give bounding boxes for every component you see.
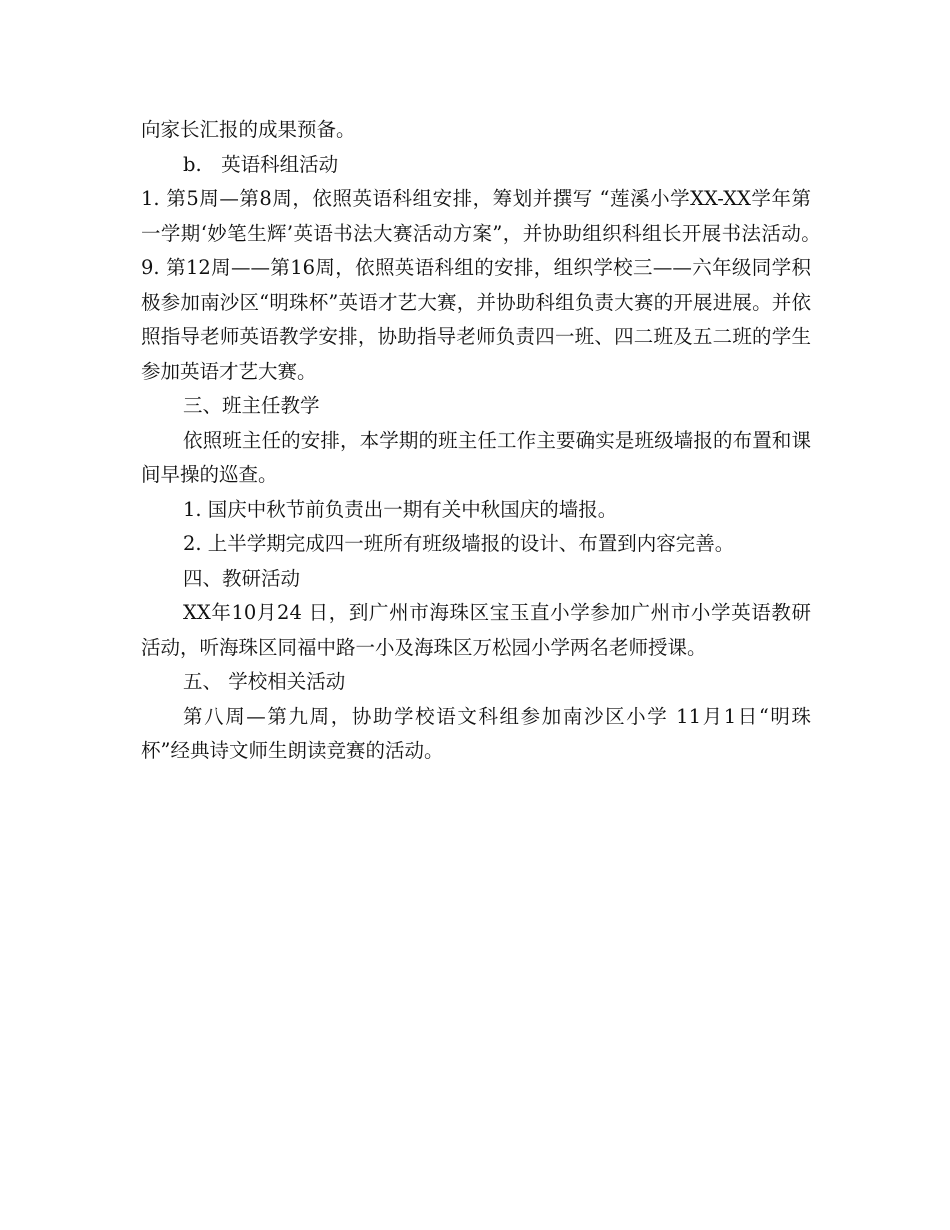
paragraph-english-activities: 1. 第5周—第8周，依照英语科组安排，筹划并撰写 “莲溪小学XX-XX学年第一学期‘妙笔生辉’英语书法大赛活动方案”，并协助组织科组长开展书法活动。 9. 第12周——第16周，依照英语科组的安排，组织学校三——六年级同学积极参加南沙区“明珠杯”英语才艺大赛，并协助科组负责大赛的开展进展。并依照指导老师英语教学安排，协助指导老师负责四一班、四二班及五二班的学生参加英语才艺大赛。	[141, 187, 870, 383]
paragraph-research: XX年10月24 日，到广州市海珠区宝玉直小学参加广州市小学英语教研活动，听海珠区同福中路一小及海珠区万松园小学两名老师授课。	[141, 601, 811, 659]
paragraph-class-teacher: 依照班主任的安排，本学期的班主任工作主要确实是班级墙报的布置和课间早操的巡查。	[141, 428, 811, 486]
heading-english-group: b. 英语科组活动	[183, 152, 339, 176]
heading-class-teacher: 三、班主任教学	[183, 394, 320, 417]
heading-research: 四、教研活动	[183, 566, 301, 590]
paragraph-continuation: 向家长汇报的成果预备。	[141, 118, 356, 141]
list-item-class-design: 2. 上半学期完成四一班所有班级墙报的设计、布置到内容完善。	[183, 532, 735, 555]
list-item-wall-newspaper: 1. 国庆中秋节前负责出一期有关中秋国庆的墙报。	[183, 497, 618, 521]
paragraph-school-activities: 第八周—第九周，协助学校语文科组参加南沙区小学 11月1日“明珠杯”经典诗文师生朗读竞赛的活动。	[141, 704, 811, 762]
heading-school-activities: 五、 学校相关活动	[183, 670, 346, 693]
document-body	[141, 113, 870, 769]
